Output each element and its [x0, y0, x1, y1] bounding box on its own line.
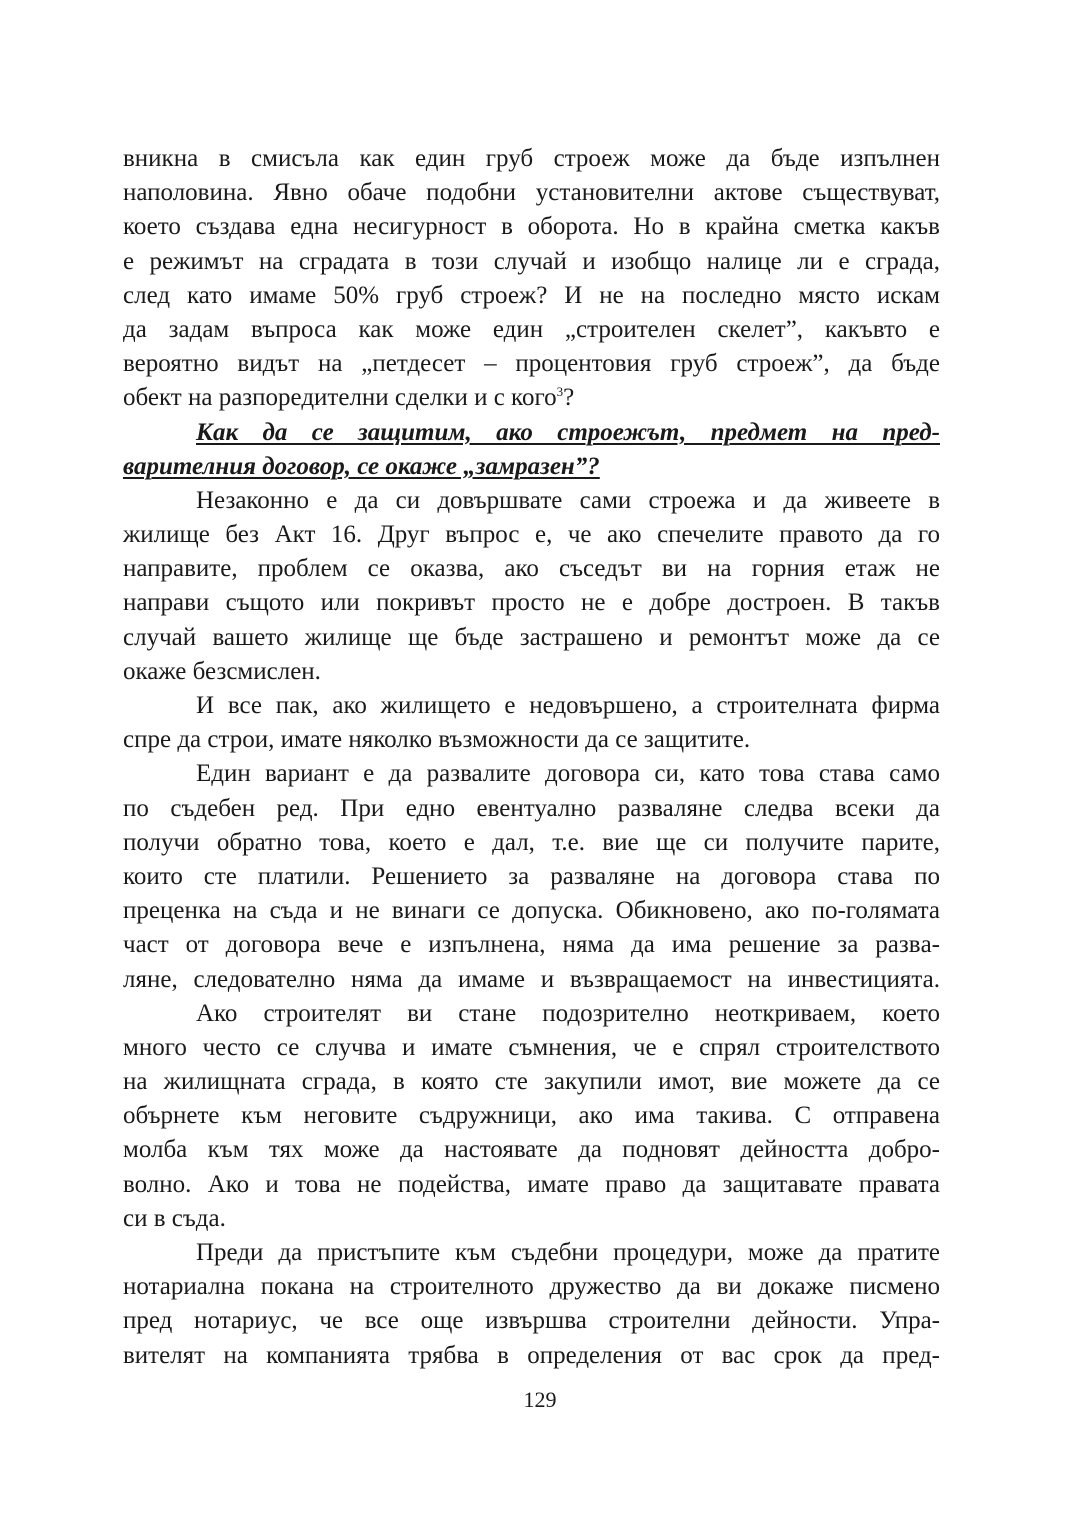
text-line: по съдебен ред. При едно евентуално разваляне следва всеки да — [123, 794, 940, 822]
text-line: което създава една несигурност в оборота. Но в крайна сметка какъв — [123, 213, 940, 241]
text-line: направите, проблем се оказва, ако съседът ви на горния етаж не — [123, 555, 940, 583]
text-line: ляне, следователно няма да имаме и възвращаемост на инвестицията. — [123, 965, 940, 993]
text-line: окаже безсмислен. — [123, 657, 321, 685]
text-line: жилище без Акт 16. Друг въпрос е, че ако спечелите правото да го — [123, 521, 940, 549]
text-line: получи обратно това, което е дал, т.е. вие ще си получите парите, — [123, 828, 940, 856]
text-line: обърнете към неговите съдружници, ако има такива. С отправена — [123, 1102, 940, 1130]
text-line — [123, 381, 940, 415]
text-line: волно. Ако и това не подейства, имате право да защитавате правата — [123, 1170, 940, 1198]
section-heading: варителния договор, се окаже „замразен”? — [123, 452, 600, 480]
section-heading: Как да се защитим, ако строежът, предмет на пред- — [196, 418, 940, 446]
text-line: си в съда. — [123, 1204, 226, 1232]
text-line: които сте платили. Решението за разваляне на договора става по — [123, 862, 940, 890]
text-line: спре да строи, имате няколко възможности да се защитите. — [123, 726, 751, 754]
text-line: Незаконно е да си довършвате сами строежа и да живеете в — [196, 486, 940, 514]
text-line: вникна в смисъла как един груб строеж може да бъде изпълнен — [123, 145, 940, 172]
text-line: направи същото или покривът просто не е добре достроен. В такъв — [123, 589, 940, 617]
page-number: 129 — [523, 1387, 557, 1412]
text-line: И все пак, ако жилището е недовършено, а строителната фирма — [196, 692, 940, 719]
footnote-marker: 3 — [556, 384, 564, 400]
text-line: част от договора вече е изпълнена, няма да има решение за развa- — [123, 931, 940, 959]
text-line-main: обект на разпоредителни сделки и с кого — [123, 384, 557, 412]
text-line-end: ? — [563, 384, 575, 412]
text-line: да задам въпроса как може един „строителен скелет”, какъвто е — [123, 315, 940, 343]
text-line: случай вашето жилище ще бъде застрашено и ремонтът може да се — [123, 623, 940, 651]
text-line: нотариална покана на строителното дружество да ви докаже писмено — [123, 1273, 940, 1301]
text-line: много често се случва и имате съмнения, че е спрял строителството — [123, 1033, 940, 1061]
text-line: вероятно видът на „петдесет – процентовия груб строеж”, да бъде — [123, 350, 940, 378]
text-line: пред нотариус, че все още извършва строителни дейности. Упра- — [123, 1307, 940, 1335]
text-line: е режимът на сградата в този случай и изобщо налице ли е сграда, — [123, 247, 940, 275]
text-line: преценка на съда и не винаги се допуска. Обикновено, ако по-голямата — [123, 897, 940, 925]
page-body — [123, 142, 940, 1373]
text-line: вителят на компанията трябва в определения от вас срок да пред- — [123, 1341, 940, 1369]
text-line: Преди да пристъпите към съдебни процедури, може да пратите — [196, 1239, 940, 1266]
text-line: молба към тях може да настоявате да подновят дейността добро- — [123, 1136, 940, 1164]
text-line: Ако строителят ви стане подозрително неоткриваем, което — [196, 999, 940, 1027]
text-line: след като имаме 50% груб строеж? И не на последно място искам — [123, 281, 940, 309]
text-line: Един вариант е да развалите договора си, като това става само — [196, 760, 940, 788]
text-line: на жилищната сграда, в която сте закупили имот, вие можете да се — [123, 1068, 940, 1096]
text-line: наполовина. Явно обаче подобни установителни актове съществуват, — [123, 179, 940, 207]
